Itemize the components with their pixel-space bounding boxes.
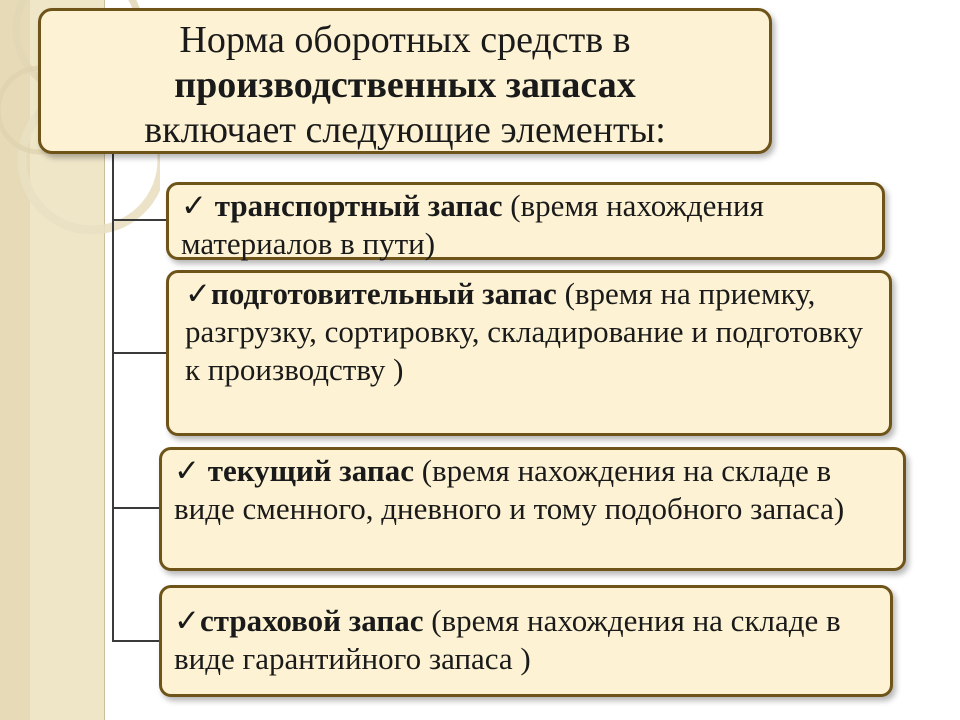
connector-branch-1 bbox=[112, 219, 168, 221]
title-line-2: производственных запасах bbox=[174, 64, 636, 106]
item-description: (время на приемку, разгрузку, сортировку, складирование и подготовку к производству ) bbox=[185, 276, 864, 387]
item-transport-stock bbox=[166, 182, 885, 260]
item-safety-stock bbox=[159, 585, 893, 697]
connector-branch-2 bbox=[112, 352, 168, 354]
item-preparatory-stock bbox=[166, 270, 892, 436]
item-term: подготовительный запас bbox=[210, 276, 557, 311]
checkmark-icon: ✓ bbox=[174, 603, 200, 638]
checkmark-icon: ✓ bbox=[185, 276, 211, 311]
title-line-1: Норма оборотных средств в bbox=[179, 19, 631, 61]
connector-branch-3 bbox=[112, 507, 160, 509]
title-line-3: включает следующие элементы: bbox=[144, 109, 666, 151]
item-description: (время нахождения на складе в виде сменного, дневного и тому подобного запаса) bbox=[174, 453, 845, 526]
connector-branch-4 bbox=[112, 640, 160, 642]
checkmark-icon: ✓ bbox=[174, 453, 208, 488]
item-description: (время нахождения материалов в пути) bbox=[181, 188, 764, 261]
title-box bbox=[38, 8, 772, 154]
item-description: (время нахождения на складе в виде гарантийного запаса ) bbox=[174, 603, 841, 676]
connector-vertical-line bbox=[112, 154, 114, 642]
item-current-stock bbox=[159, 447, 906, 571]
checkmark-icon: ✓ bbox=[181, 188, 215, 223]
item-term: страховой запас bbox=[199, 603, 424, 638]
item-term: текущий запас bbox=[207, 453, 414, 488]
item-term: транспортный запас bbox=[214, 188, 503, 223]
